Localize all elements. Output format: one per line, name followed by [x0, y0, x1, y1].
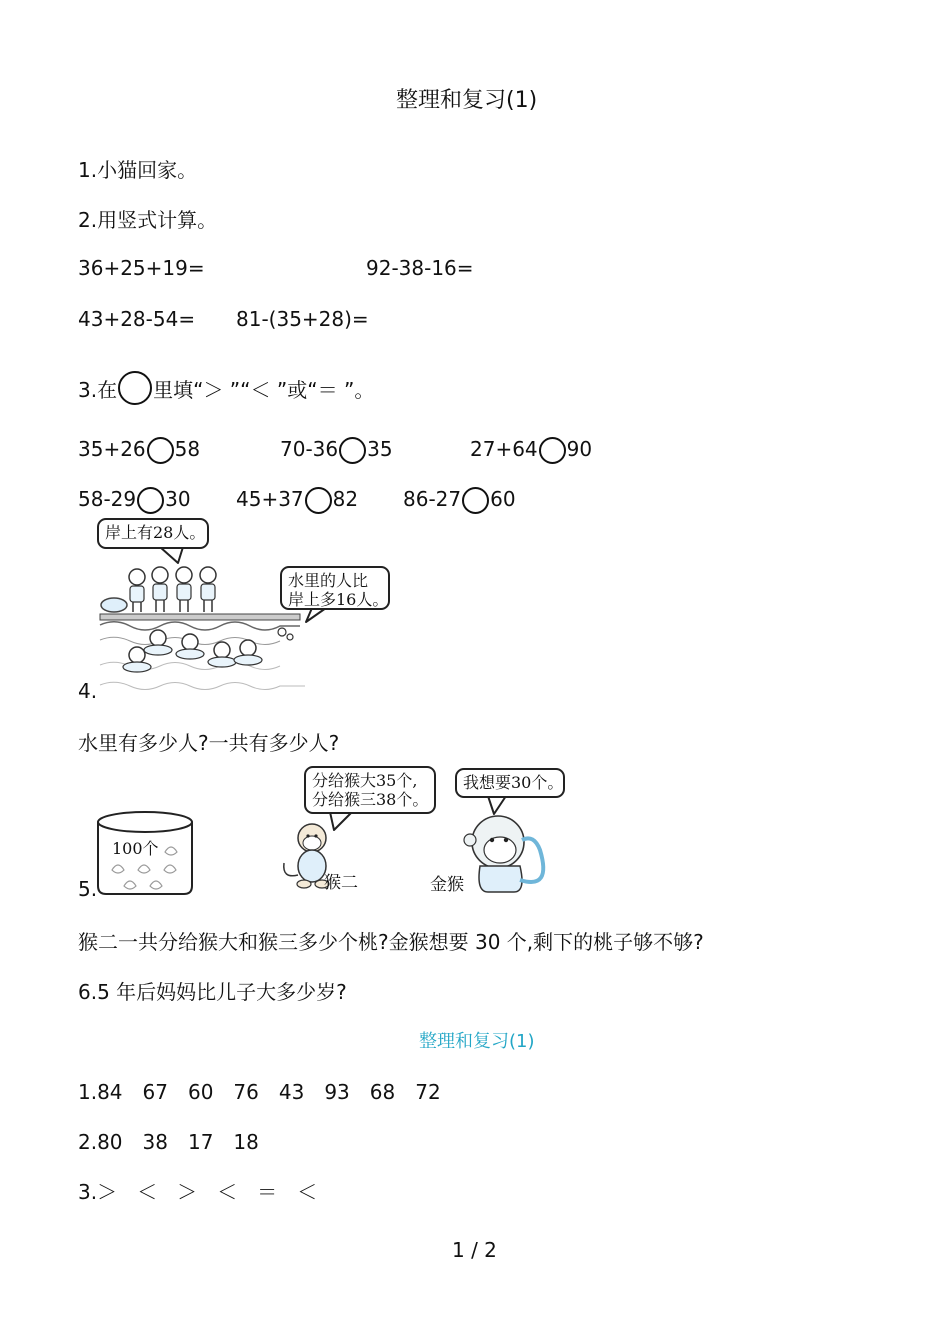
q2-expr-3: 43+28-54=: [78, 307, 196, 331]
question-5-text: 猴二一共分给猴大和猴三多少个桃?金猴想要 30 个,剩下的桃子够不够?: [78, 930, 704, 954]
question-4-number: 4.: [78, 679, 98, 703]
bubble-line: 水里的人比: [288, 571, 369, 590]
answer-3: 3.＞ ＜ ＞ ＜ ＝ ＜: [78, 1180, 318, 1204]
monkey-icon: [284, 824, 329, 888]
golden-monkey-icon: [464, 816, 543, 892]
q3-left: 86-27: [403, 487, 462, 511]
question-6: 6.5 年后妈妈比儿子大多少岁?: [78, 980, 347, 1004]
q3-prefix: 3.在: [78, 378, 118, 402]
golden-monkey-name: 金猴: [430, 875, 464, 895]
q3-right: 90: [566, 437, 593, 461]
speech-bubble-golden: 我想要30个。: [455, 768, 565, 798]
bubble-line: 岸上多16人。: [288, 590, 389, 609]
bubble-line: 分给猴三38个。: [312, 790, 429, 809]
speech-tail-icon: [330, 812, 352, 830]
q3-left: 27+64: [470, 437, 538, 461]
q2-expr-4: 81-(35+28)=: [236, 307, 369, 331]
question-2-label: 2.用竖式计算。: [78, 208, 218, 232]
answers-title: 整理和复习(1): [419, 1031, 535, 1052]
speech-tail-icon: [488, 796, 506, 814]
bubble-line: 分给猴大35个,: [312, 771, 418, 790]
q3-right: 30: [165, 487, 191, 511]
q3-right: 35: [367, 437, 393, 461]
speech-bubble-shore: 岸上有28人。: [97, 518, 209, 549]
q3-left: 70-36: [280, 437, 339, 461]
page-number: 1 / 2: [452, 1238, 497, 1262]
answer-1: 1.84 67 60 76 43 93 68 72: [78, 1080, 441, 1104]
q3-left: 58-29: [78, 487, 137, 511]
monkey2-name: 猴二: [324, 873, 358, 893]
q3-suffix: 里填“＞ ”“＜ ”或“＝ ”。: [153, 378, 375, 402]
question-4-text: 水里有多少人?一共有多少人?: [78, 731, 340, 755]
q3-right: 60: [490, 487, 516, 511]
speech-bubble-monkey2: [304, 766, 436, 814]
answer-2: 2.80 38 17 18: [78, 1130, 259, 1154]
q2-expr-1: 36+25+19=: [78, 256, 205, 280]
question-1: 1.小猫回家。: [78, 158, 198, 182]
q3-right: 82: [332, 487, 359, 511]
q3-left: 45+37: [236, 487, 304, 511]
page-title: 整理和复习(1): [396, 88, 538, 113]
q3-right: 58: [174, 437, 201, 461]
q3-left: 35+26: [78, 437, 146, 461]
basket-label: 100个: [112, 839, 159, 858]
q2-expr-2: 92-38-16=: [366, 256, 474, 280]
question-5-number: 5.: [78, 877, 98, 901]
